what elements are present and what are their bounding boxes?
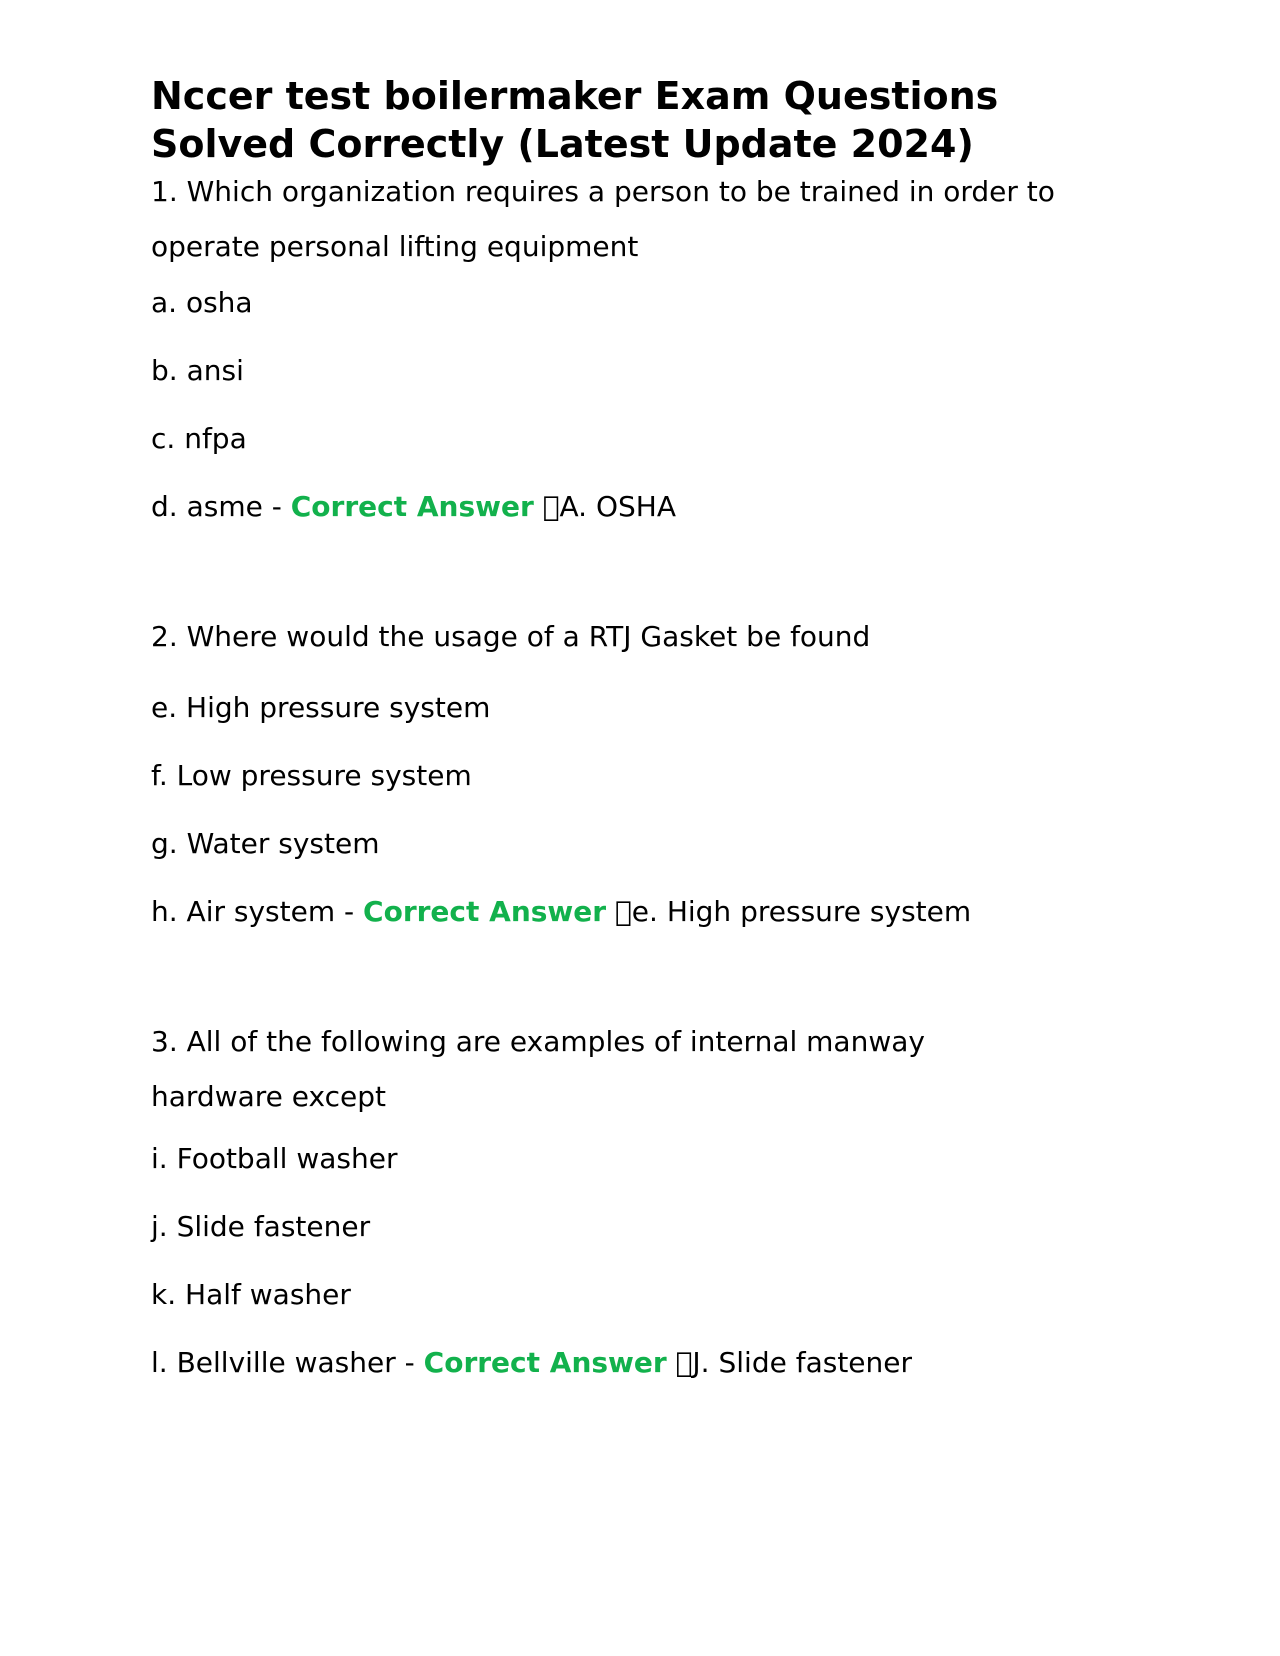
option-item: f. Low pressure system bbox=[151, 759, 472, 792]
option-item: c. nfpa bbox=[151, 422, 247, 455]
correct-answer-label: Correct Answer bbox=[423, 1346, 667, 1379]
document-title: Nccer test boilermaker Exam Questions Solved Correctly (Latest Update 2024) bbox=[151, 74, 999, 166]
answer-text: e. High pressure system bbox=[606, 895, 955, 928]
document-page bbox=[151, 72, 1141, 1379]
answer-text: A. OSHA bbox=[533, 490, 660, 523]
last-option: l. Bellville washer - bbox=[151, 1346, 424, 1379]
last-option: d. asme - bbox=[151, 490, 291, 523]
answer-line bbox=[151, 489, 676, 525]
option-item: k. Half washer bbox=[151, 1278, 351, 1311]
option-item: a. osha bbox=[151, 286, 253, 319]
correct-answer-label: Correct Answer bbox=[290, 490, 534, 523]
answer-line bbox=[151, 1345, 912, 1381]
question-text: 2. Where would the usage of a RTJ Gasket be found bbox=[151, 620, 871, 653]
last-option: h. Air system - bbox=[151, 895, 364, 928]
option-item: b. ansi bbox=[151, 354, 244, 387]
option-item: e. High pressure system bbox=[151, 691, 491, 724]
question-text: 3. All of the following are examples of internal manway hardware except bbox=[151, 1025, 925, 1113]
question-text: 1. Which organization requires a person to be trained in order to operate personal lifting equipment bbox=[151, 175, 1055, 263]
correct-answer-label: Correct Answer bbox=[363, 895, 607, 928]
option-item: j. Slide fastener bbox=[151, 1210, 371, 1243]
option-item: g. Water system bbox=[151, 827, 380, 860]
option-item: i. Football washer bbox=[151, 1142, 398, 1175]
answer-line bbox=[151, 894, 971, 930]
answer-text: J. Slide fastener bbox=[666, 1346, 896, 1379]
